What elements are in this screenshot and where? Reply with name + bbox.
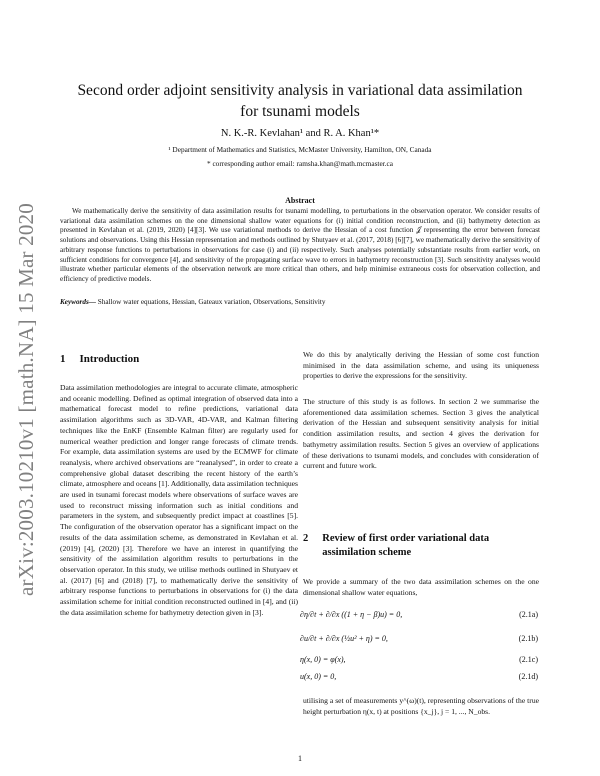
affiliation: ¹ Department of Mathematics and Statistics, McMaster University, Hamilton, ON, Canada bbox=[168, 145, 432, 154]
section-2-heading bbox=[303, 532, 489, 560]
title-line-1: Second order adjoint sensitivity analysis in variational data assimilation bbox=[77, 82, 523, 99]
equation-2-1d bbox=[300, 672, 538, 681]
paper-title bbox=[60, 80, 540, 122]
section-2-after-equations: utilising a set of measurements y^(ω)(t), representing observations of the true height perturbation η(x, t) at positions {x_j}, j = 1, ..., N_obs. bbox=[303, 696, 539, 716]
equation-2-1a bbox=[300, 610, 538, 619]
equation-2-1b-number: (2.1b) bbox=[518, 634, 538, 643]
equation-2-1c-number: (2.1c) bbox=[519, 655, 538, 664]
section-1-title: Introduction bbox=[79, 353, 140, 365]
corresponding-email: * corresponding author email: ramsha.khan@math.mcmaster.ca bbox=[206, 159, 394, 168]
page-number: 1 bbox=[298, 754, 302, 763]
section-2-paragraph: We provide a summary of the two data assimilation schemes on the one dimensional shallow water equations, bbox=[303, 577, 539, 597]
section-2-title-line-2: assimilation scheme bbox=[322, 547, 412, 558]
right-paragraph-2: The structure of this study is as follows. In section 2 we summarise the aforementioned data assimilation schemes. Section 3 gives the analytical derivation of the Hessian and subsequent sensitivity analysis for initial condition assimilation results, and section 4 gives the derivation for bathymetry assimilation results. Section 5 gives an overview of applications of these derivations to tsunami models, and concludes with consideration of current and future work. bbox=[303, 397, 539, 471]
right-paragraph-1: We do this by analytically deriving the Hessian of some cost function minimised in the data assimilation scheme, and using its uniqueness properties to derive the expressions for the sensitivity. bbox=[303, 350, 539, 381]
abstract-heading: Abstract bbox=[285, 196, 315, 205]
title-line-2: for tsunami models bbox=[240, 103, 360, 120]
keywords bbox=[60, 298, 540, 306]
equation-2-1c-body: η(x, 0) = φ(x), bbox=[300, 655, 346, 664]
intro-paragraph: Data assimilation methodologies are integral to accurate climate, atmospheric and oceanic modelling. Defined as optimal integration of observed data into a mathematical forecast model to refine predictions, variational data assimilation algorithms such as 3D-VAR, 4D-VAR, and Kalman filtering techniques like the EnKF (Ensemble Kalman filter) are regularly used for numerical weather prediction and longer range forecasts of climate trends. For example, data assimilation systems are used by the ECMWF for climate reanalysis, where archived observations are “reanalysed”, in order to create a comprehensive global dataset describing the recent history of the earth’s climate, atmosphere and oceans [1]. Additionally, data assimilation techniques are used in tsunami forecast models where observations of surface waves are used to reconstruct missing information such as initial conditions and parameters in the system, and subsequently predict impact at coastlines [5]. The configuration of the observation operator has a significant impact on the results of the data assimilation scheme, as demonstrated in Kevlahan et al. (2019) [4], (2020) [3]. Therefore we have an interest in quantifying the sensitivity of the assimilation algorithm results to perturbations in the observation operator. In this study, we utilise methods outlined in Shutyaev et al. (2017) [6] and (2018) [7], to mathematically derive the sensitivity of arbitrary response functions to perturbations in observations for (i) the data assimilation scheme for initial condition reconstructed outlined in [4], and (ii) the data assimilation scheme for bathymetry detection given in [3]. bbox=[60, 383, 299, 617]
section-2-title-line-1: Review of first order variational data bbox=[322, 533, 490, 544]
arxiv-stamp: arXiv:2003.10210v1 [math.NA] 15 Mar 2020 bbox=[14, 203, 38, 596]
equation-2-1b-body: ∂u/∂t + ∂/∂x (½u² + η) = 0, bbox=[300, 634, 388, 643]
keywords-text: Shallow water equations, Hessian, Gateaux variation, Observations, Sensitivity bbox=[95, 298, 326, 306]
equation-2-1a-number: (2.1a) bbox=[519, 610, 538, 619]
equation-2-1b bbox=[300, 634, 538, 643]
section-1-number: 1 bbox=[60, 353, 66, 365]
abstract-text: We mathematically derive the sensitivity of data assimilation results for tsunami modelling, to perturbations in the observation operator. We consider results of variational data assimilation schemes on the one dimensional shallow water equations for (i) initial condition reconstruction, and (ii) bathymetry detection as presented in Kevlahan et al. (2019, 2020) [4][3]. We use variational methods to derive the Hessian of a cost function 𝒥 representing the error between forecast solutions and observations. Using this Hessian representation and methods outlined by Shutyaev et al. (2017, 2018) [6][7], we mathematically derive the sensitivity of arbitrary response functions to perturbations in observations for case (i) and (ii) respectively. Such analyses potentially substantiate results from earlier work, on sufficient conditions for convergence [4], and sensitivity of the propagating surface wave to errors in bathymetry reconstruction [3]. Such sensitivity analyses would illustrate whether particular elements of the observation network are more critical than others, and help minimise extraneous costs for observation collection, and efficiency of predictive models. bbox=[60, 207, 540, 283]
equation-2-1a-body: ∂η/∂t + ∂/∂x ((1 + η − β)u) = 0, bbox=[300, 610, 403, 619]
authors: N. K.-R. Kevlahan¹ and R. A. Khan¹* bbox=[220, 128, 380, 139]
section-1-heading bbox=[60, 352, 139, 366]
equation-2-1c bbox=[300, 655, 538, 664]
section-2-number: 2 bbox=[303, 533, 309, 544]
equation-2-1d-body: u(x, 0) = 0, bbox=[300, 672, 337, 681]
equation-2-1d-number: (2.1d) bbox=[518, 672, 538, 681]
keywords-label: Keywords— bbox=[60, 298, 96, 306]
